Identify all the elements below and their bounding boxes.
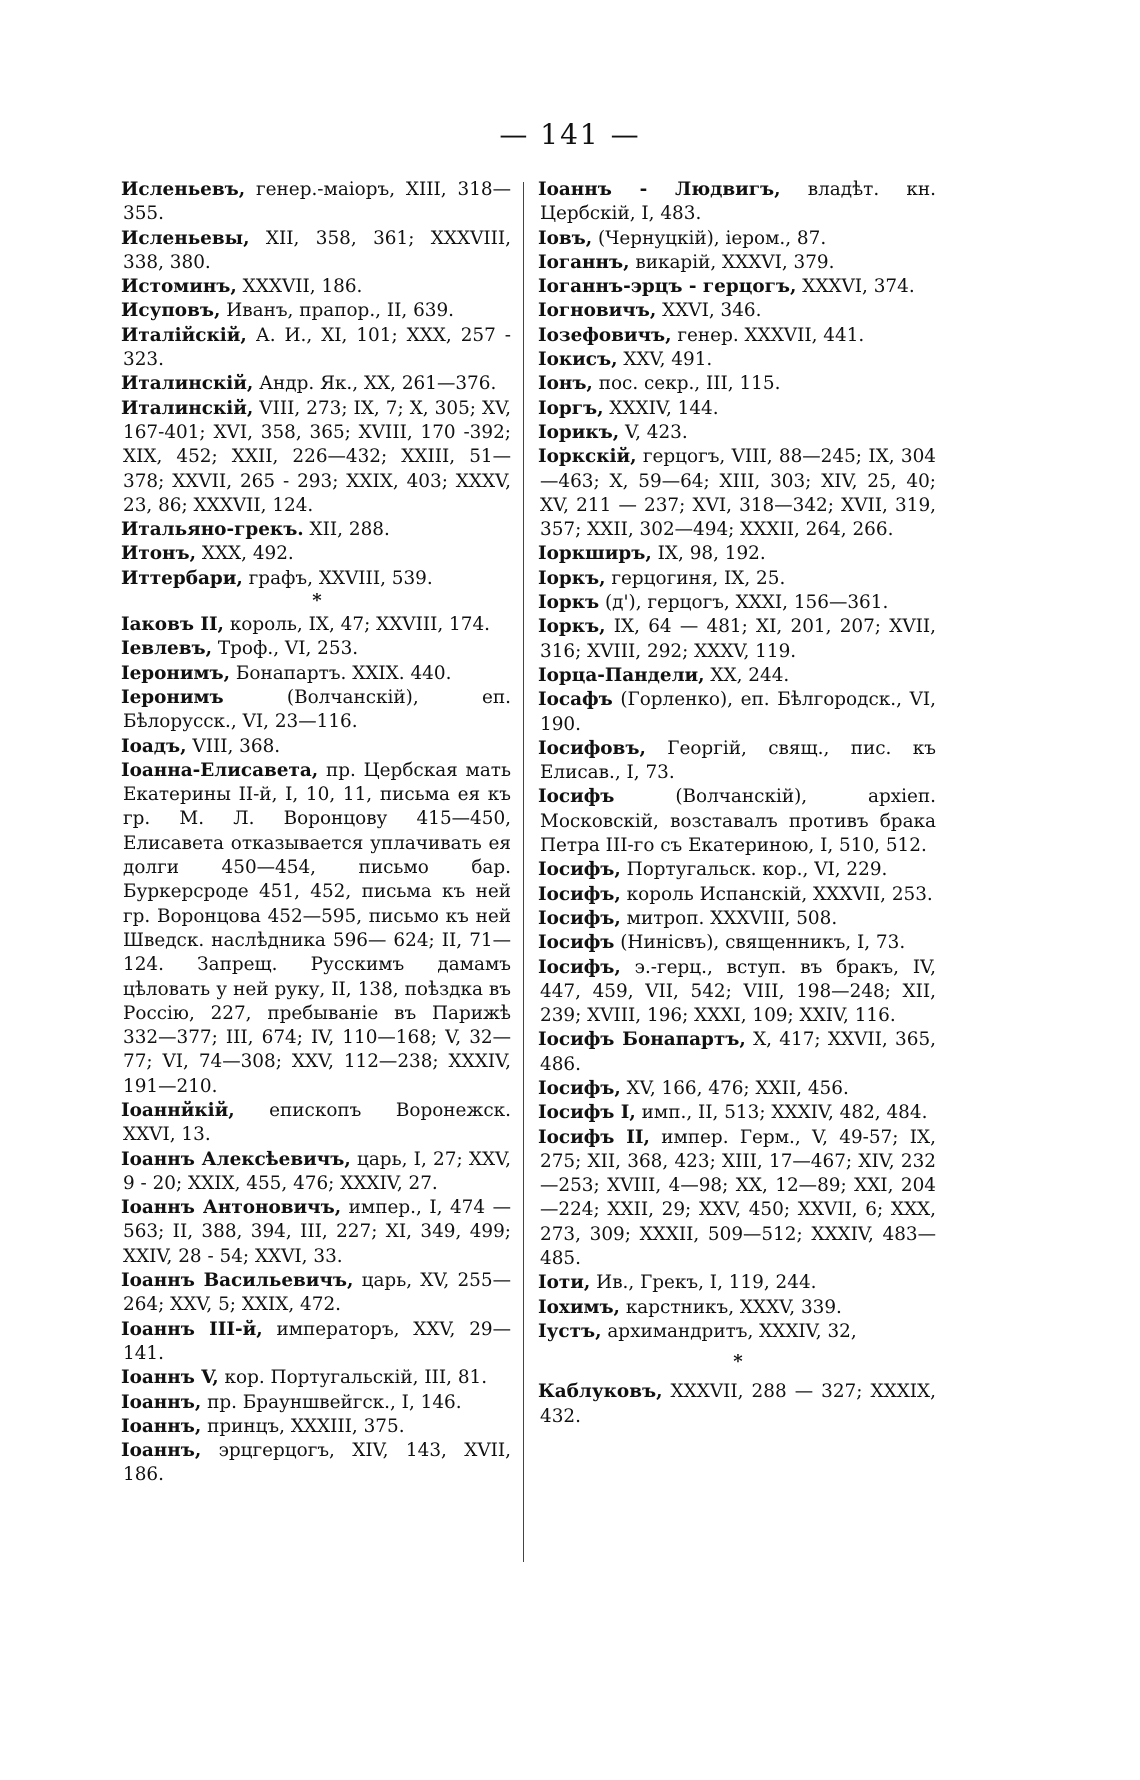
entry-headword: Іоаннъ Алексѣевичъ,	[121, 1148, 351, 1170]
entry-headword: Іосифовъ,	[538, 737, 646, 759]
entry-references: герцогъ, VIII, 88—245; IX, 304—463; X, 59—64; XIII, 303; XIV, 25, 40; XV, 211 — 237; XVI, 318—342; XVII, 319, 357; XXII, 302—494; XXXII, 264, 266.	[540, 446, 936, 541]
index-entry	[123, 686, 511, 735]
entry-references: Троф., VI, 253.	[212, 638, 359, 660]
entry-headword: Іоганнъ-эрцъ - герцогъ,	[538, 276, 797, 298]
entry-references: карстникъ, XXXV, 339.	[619, 1296, 842, 1318]
index-entry	[123, 299, 511, 323]
section-separator: *	[733, 1351, 743, 1373]
entry-headword: Іоркъ,	[538, 616, 606, 638]
entry-references: пр. Брауншвейгск., I, 146.	[201, 1391, 462, 1413]
entry-references: Андр. Як., XX, 261—376.	[253, 373, 497, 395]
entry-references: Португальск. кор., VI, 229.	[620, 859, 888, 881]
entry-headword: Іоаннъ V,	[121, 1367, 219, 1389]
entry-headword: Іосифъ,	[538, 883, 621, 905]
entry-headword: Іогновичъ,	[538, 300, 657, 322]
entry-references: XXXIV, 144.	[603, 397, 719, 419]
entry-references: э.-герц., вступ. въ бракъ, IV, 447, 459, VII, 542; VIII, 198—248; XII, 239; XVIII, 196; XXXI, 109; XXIV, 116.	[540, 956, 936, 1027]
index-entry	[123, 542, 511, 566]
entry-references: (д'), герцогъ, XXXI, 156—361.	[599, 592, 889, 614]
entry-headword: Иттербари,	[121, 567, 243, 589]
index-entry	[540, 397, 936, 421]
index-entry	[123, 1366, 511, 1390]
index-entry	[123, 1269, 511, 1318]
entry-references: графъ, XXVIII, 539.	[242, 567, 433, 589]
entry-headword: Истоминъ,	[121, 276, 237, 298]
entry-references: король, IX, 47; XXVIII, 174.	[223, 614, 491, 636]
entry-headword: Іоадъ,	[121, 735, 187, 757]
entry-references: XII, 358, 361; XXXVIII, 338, 380.	[123, 227, 511, 273]
entry-references: эрцгерцогъ, XIV, 143, XVII, 186.	[123, 1440, 511, 1486]
entry-headword: Іовъ,	[538, 227, 593, 249]
entry-references: (Волчанскій), архіеп. Московскій, возставалъ противъ брака Петра III-го съ Екатериною, I, 510, 512.	[540, 786, 936, 857]
entry-references: V, 423.	[619, 421, 688, 443]
index-entry	[540, 567, 936, 591]
page-number: — 141 —	[499, 118, 641, 151]
index-entry	[123, 567, 511, 591]
entry-references: генер. XXXVII, 441.	[671, 324, 865, 346]
entry-references: (Чернуцкій), іером., 87.	[592, 227, 827, 249]
entry-references: IX, 98, 192.	[651, 543, 766, 565]
index-entry	[123, 397, 511, 518]
index-entry	[540, 883, 936, 907]
entry-references: X, 417; XXVII, 365, 486.	[540, 1029, 936, 1075]
index-entry	[123, 1391, 511, 1415]
index-entry	[123, 372, 511, 396]
index-entry	[123, 662, 511, 686]
index-entry	[540, 421, 936, 445]
index-entry	[540, 785, 936, 858]
entry-headword: Іохимъ,	[538, 1296, 620, 1318]
index-entry	[540, 858, 936, 882]
entry-references: XXXVII, 288 — 327; XXXIX, 432.	[540, 1381, 936, 1427]
entry-headword: Іоаннъ - Людвигъ,	[538, 179, 781, 200]
entry-references: XXV, 491.	[617, 349, 713, 371]
index-entry	[123, 637, 511, 661]
entry-references: викарій, XXXVI, 379.	[629, 251, 835, 273]
index-entry	[540, 615, 936, 664]
index-entry	[540, 664, 936, 688]
entry-references: король Испанскій, XXXVII, 253.	[620, 883, 933, 905]
index-entry	[540, 688, 936, 737]
entry-headword: Іозефовичъ,	[538, 324, 672, 346]
index-entry	[123, 275, 511, 299]
entry-headword: Іеронимъ,	[121, 662, 231, 684]
entry-headword: Италинскій,	[121, 397, 254, 419]
entry-headword: Іосифъ,	[538, 859, 621, 881]
index-entry	[540, 1126, 936, 1272]
index-entry	[123, 1439, 511, 1488]
index-entry	[540, 275, 936, 299]
entry-references: Иванъ, прапор., II, 639.	[220, 300, 455, 322]
entry-references: XXX, 492.	[196, 543, 294, 565]
index-entry	[540, 227, 936, 251]
index-entry	[540, 178, 936, 227]
entry-headword: Іоаннйкій,	[121, 1099, 235, 1121]
index-entry	[540, 251, 936, 275]
entry-references: царь, I, 27; XXV, 9 - 20; XXIX, 455, 476; XXXIV, 27.	[123, 1148, 511, 1194]
index-entry	[540, 1271, 936, 1295]
entry-references: VIII, 273; IX, 7; X, 305; XV, 167-401; XVI, 358, 365; XVIII, 170 -392; XIX, 452; XXII, 226—432; XXIII, 51—378; XXVII, 265 - 293; XXIX, 403; XXXV, 23, 86; XXXVII, 124.	[123, 397, 511, 516]
entry-headword: Іоти,	[538, 1272, 591, 1294]
entry-headword: Іоаннъ,	[121, 1415, 202, 1437]
index-entry	[540, 931, 936, 955]
index-entry	[123, 1318, 511, 1367]
entry-headword: Іокисъ,	[538, 349, 618, 371]
entry-headword: Іоаннъ Антоновичъ,	[121, 1197, 342, 1219]
index-entry	[123, 324, 511, 373]
entry-references: царь, XV, 255—264; XXV, 5; XXIX, 472.	[123, 1270, 511, 1316]
entry-references: епископъ Воронежск. XXVI, 13.	[123, 1099, 511, 1146]
index-entry	[540, 1101, 936, 1125]
entry-headword: Іаковъ II,	[121, 614, 224, 636]
entry-headword: Италійскій,	[121, 324, 247, 346]
index-entry	[540, 1077, 936, 1101]
index-entry	[123, 1196, 511, 1269]
entry-headword: Іоркскій,	[538, 446, 637, 468]
entry-headword: Іосифъ	[538, 932, 615, 954]
entry-references: архимандритъ, XXXIV, 32,	[601, 1320, 857, 1342]
index-entry	[540, 737, 936, 786]
entry-references: XII, 288.	[303, 519, 390, 541]
entry-headword: Итальяно-грекъ.	[121, 519, 304, 541]
left-column	[123, 178, 511, 1488]
column-divider	[523, 182, 524, 1562]
entry-headword: Іосифъ II,	[538, 1126, 650, 1148]
entry-references: XX, 244.	[704, 664, 790, 686]
entry-headword: Іосифъ I,	[538, 1102, 636, 1124]
entry-headword: Исленьевъ,	[121, 179, 246, 200]
entry-references: IX, 64 — 481; XI, 201, 207; XVII, 316; XVIII, 292; XXXV, 119.	[540, 616, 936, 662]
entry-references: Бонапартъ. XXIX. 440.	[230, 662, 452, 684]
entry-headword: Іустъ,	[538, 1320, 602, 1342]
entry-references: митроп. XXXVIII, 508.	[620, 907, 838, 929]
index-entry	[123, 227, 511, 276]
section-separator: *	[312, 590, 322, 612]
entry-headword: Іоркширъ,	[538, 543, 652, 565]
entry-headword: Іеронимъ	[121, 686, 224, 708]
entry-headword: Іоркъ,	[538, 567, 606, 589]
index-entry	[123, 735, 511, 759]
entry-headword: Іоаннъ,	[121, 1391, 202, 1413]
index-entry	[123, 1099, 511, 1148]
entry-references: XXXVI, 374.	[796, 276, 915, 298]
entry-references: Ив., Грекъ, I, 119, 244.	[590, 1272, 817, 1294]
entry-headword: Іоаннъ,	[121, 1440, 202, 1462]
index-entry	[123, 613, 511, 637]
entry-references: Георгій, свящ., пис. къ Елисав., I, 73.	[540, 737, 936, 784]
index-entry	[123, 759, 511, 1099]
entry-headword: Іоанна-Елисавета,	[121, 759, 319, 781]
entry-references: XXVI, 346.	[656, 300, 762, 322]
entry-headword: Итонъ,	[121, 543, 197, 565]
entry-references: герцогиня, IX, 25.	[605, 567, 786, 589]
entry-headword: Іосифъ,	[538, 907, 621, 929]
index-entry	[540, 1320, 936, 1344]
entry-references: кор. Португальскій, III, 81.	[218, 1367, 488, 1389]
index-entry	[540, 542, 936, 566]
entry-headword: Іорикъ,	[538, 421, 620, 443]
index-entry	[540, 1028, 936, 1077]
index-entry	[540, 591, 936, 615]
entry-headword: Іосафъ	[538, 689, 613, 711]
entry-references: VIII, 368.	[186, 735, 281, 757]
entry-headword: Исленьевы,	[121, 227, 250, 249]
entry-headword: Іорца-Пандели,	[538, 664, 705, 686]
entry-references: XXXVII, 186.	[236, 276, 363, 298]
entry-references: XV, 166, 476; XXII, 456.	[620, 1077, 849, 1099]
entry-headword: Іосифъ	[538, 786, 615, 808]
index-entry	[540, 324, 936, 348]
entry-references: (Волчанскій), еп. Бѣлорусск., VI, 23—116.	[123, 686, 511, 733]
entry-headword: Іоаннъ III-й,	[121, 1318, 263, 1340]
entry-headword: Каблуковъ,	[538, 1381, 663, 1403]
entry-headword: Іоаннъ Васильевичъ,	[121, 1270, 354, 1292]
right-column	[540, 178, 936, 1429]
index-entry	[540, 445, 936, 542]
index-entry	[540, 956, 936, 1029]
index-entry	[540, 372, 936, 396]
entry-references: (Горленко), еп. Бѣлгородск., VI, 190.	[540, 689, 936, 735]
entry-headword: Исуповъ,	[121, 300, 221, 322]
index-entry	[540, 1380, 936, 1429]
entry-headword: Іоргъ,	[538, 397, 604, 419]
entry-references: импер., I, 474 — 563; II, 388, 394, III, 227; XI, 349, 499; XXIV, 28 - 54; XXVI, 33.	[123, 1197, 512, 1267]
entry-headword: Іонъ,	[538, 373, 593, 395]
entry-headword: Іевлевъ,	[121, 638, 213, 660]
index-entry	[540, 299, 936, 323]
index-entry	[123, 1148, 511, 1197]
index-entry	[123, 518, 511, 542]
entry-references: пр. Цербская мать Екатерины II-й, I, 10, 11, письма ея къ гр. М. Л. Воронцову 415—450, Елисавета отказывается уплачивать ея долги 450—454, письмо бар. Буркерсроде 451, 452, письма къ ней гр. Воронцова 452—595, письмо къ ней Шведск. наслѣдника 596— 624; II, 71—124. Запрещ. Русскимъ дамамъ цѣловать у ней руку, II, 138, поѣздка въ Россію, 227, пребываніе въ Парижѣ 332—377; III, 674; IV, 110—168; V, 32—77; VI, 74—308; XXV, 112—238; XXXIV, 191—210.	[123, 759, 511, 1097]
entry-references: (Нинісвъ), священникъ, I, 73.	[614, 932, 906, 954]
entry-references: пос. секр., III, 115.	[592, 373, 781, 395]
entry-references: импер. Герм., V, 49-57; IX, 275; XII, 368, 423; XIII, 17—467; XIV, 232—253; XVIII, 4—98; XX, 12—89; XXI, 204—224; XXII, 29; XXV, 450; XXVII, 6; XXX, 273, 309; XXXII, 509—512; XXXIV, 483—485.	[540, 1126, 936, 1270]
entry-references: принцъ, XXXIII, 375.	[201, 1415, 405, 1437]
entry-headword: Іосифъ Бонапартъ,	[538, 1029, 746, 1051]
entry-references: императоръ, XXV, 29—141.	[123, 1318, 511, 1364]
index-entry	[123, 1415, 511, 1439]
entry-references: владѣт. кн. Цербскій, I, 483.	[540, 179, 936, 225]
entry-references: генер.-маіоръ, XIII, 318—355.	[123, 179, 511, 225]
index-entry	[123, 178, 511, 227]
entry-headword: Іоркъ	[538, 592, 600, 614]
entry-headword: Іосифъ,	[538, 1077, 621, 1099]
index-entry	[540, 1296, 936, 1320]
index-entry	[540, 907, 936, 931]
entry-headword: Іосифъ,	[538, 956, 621, 978]
index-entry	[540, 348, 936, 372]
entry-headword: Іоганнъ,	[538, 251, 630, 273]
entry-references: А. И., XI, 101; XXX, 257 - 323.	[123, 324, 511, 371]
entry-references: имп., II, 513; XXXIV, 482, 484.	[635, 1102, 928, 1124]
entry-headword: Италинскій,	[121, 373, 254, 395]
